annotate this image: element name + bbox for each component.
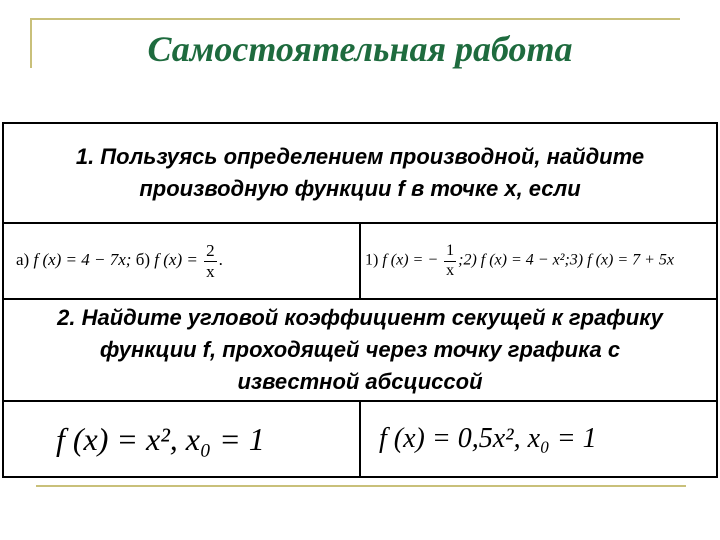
task-table	[2, 122, 718, 478]
formula-1-denominator: x	[446, 261, 455, 279]
formula-b-tail: .	[218, 249, 223, 269]
formula-1-label: 1)	[365, 251, 383, 269]
formula-a: f (x) = 4 − 7x;	[33, 249, 132, 269]
formula-b-fraction	[204, 241, 217, 281]
formula-b-denominator: x	[206, 261, 215, 281]
formula-2-3: ;2) f (x) = 4 − x²;3) f (x) = 7 + 5x	[458, 251, 675, 269]
task1-formula-right	[360, 223, 717, 299]
task1-text: 1. Пользуясь определением производной, найдите производную функции f в точке x, если	[3, 123, 717, 223]
formula-1-lhs: f (x) = −	[382, 251, 443, 269]
bottom-decorative-rule	[36, 485, 686, 487]
formula-1-fraction	[444, 242, 456, 280]
task2-row	[3, 299, 717, 401]
formula-a-label: a)	[16, 249, 34, 269]
task2-formula-right: f (x) = 0,5x², x₀ = 1	[360, 401, 717, 477]
task2-text: 2. Найдите угловой коэффициент секущей к графику функции f, проходящей через точку графика с известной абсциссой	[3, 299, 717, 401]
task2-formulas-row	[3, 401, 717, 477]
formula-1-numerator: 1	[444, 242, 456, 261]
task1-formula-left	[3, 223, 360, 299]
formula-b-lhs: f (x) =	[154, 249, 203, 269]
formula-b-numerator: 2	[206, 240, 215, 260]
page-title: Самостоятельная работа	[147, 29, 573, 69]
top-decorative-rule	[30, 18, 680, 20]
formula-b-label: б)	[135, 249, 155, 269]
task1-formulas-row	[3, 223, 717, 299]
task1-row	[3, 123, 717, 223]
task2-formula-left: f (x) = x², x₀ = 1	[3, 401, 360, 477]
